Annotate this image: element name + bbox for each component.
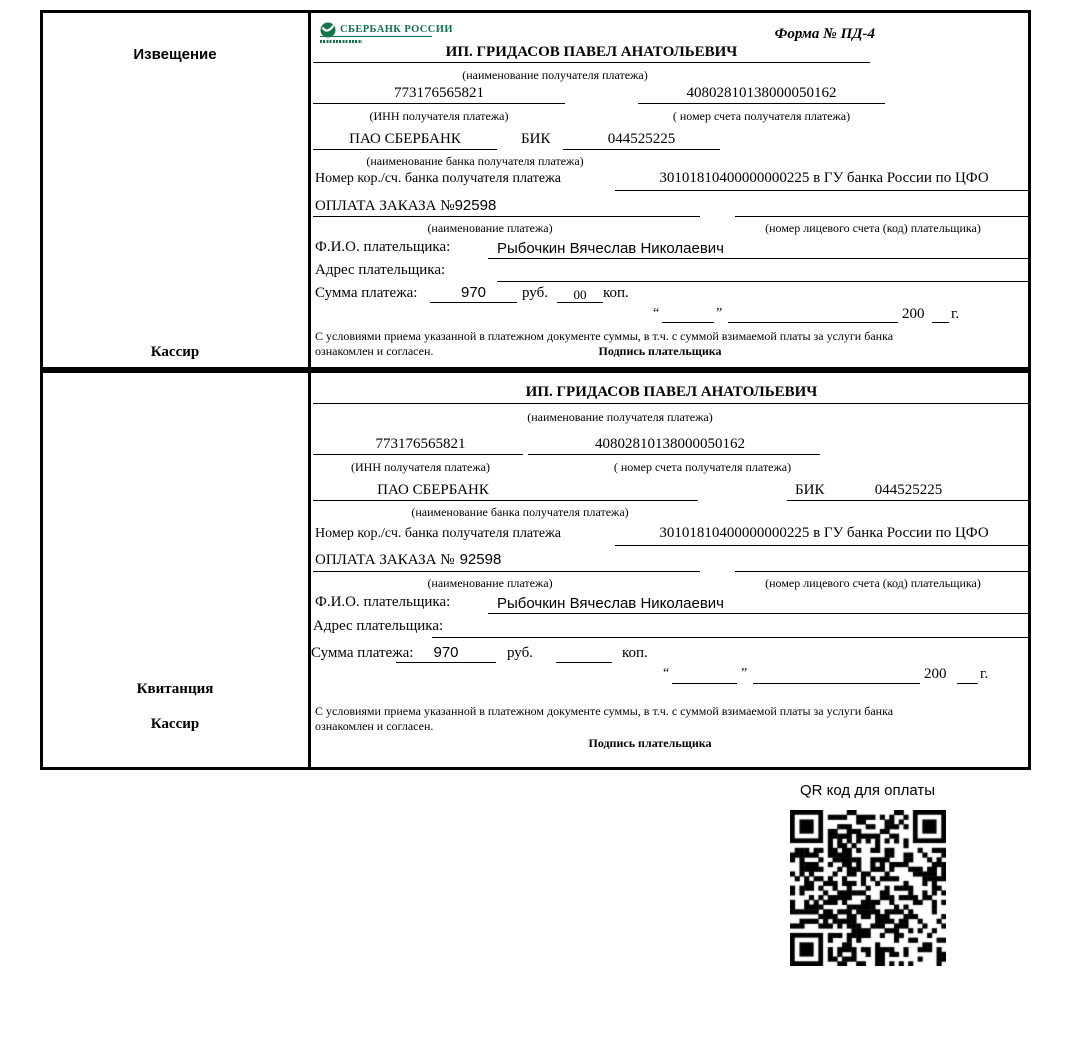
slip2-divider [308,370,311,770]
amount-kop-underline [556,662,612,663]
payment-underline [313,216,700,217]
bank-caption: (наименование банка получателя платежа) [411,505,629,519]
bank-name-value: ПАО СБЕРБАНК [377,482,489,498]
amount-rub-underline [396,662,496,663]
bik-underline [787,500,1030,501]
amount-kop-underline [557,302,603,303]
amount-rub-underline [430,302,517,303]
account-caption: ( номер счета получателя платежа) [672,109,851,123]
rub-label: руб. [522,285,548,301]
payment-caption: (наименование платежа) [427,576,553,590]
kop-label: коп. [622,645,648,661]
date-year-underline [932,322,949,323]
corr-label: Номер кор./сч. банка получателя платежа [315,526,561,541]
bik-label: БИК [795,482,825,498]
bank-underline [313,149,497,150]
inn-caption: (ИНН получателя платежа) [351,460,490,474]
fio-underline [488,613,1030,614]
personal-underline [735,571,1030,572]
address-label: Адрес плательщика: [313,618,444,634]
recipient-name: ИП. ГРИДАСОВ ПАВЕЛ АНАТОЛЬЕВИЧ [525,384,818,400]
year-suffix: г. [951,306,960,322]
recipient-underline [313,403,1030,404]
amount-label: Сумма платежа: [315,285,418,301]
recipient-underline [313,62,870,63]
bik-label: БИК [521,131,551,147]
logo-tagline [320,40,362,43]
payment-purpose [315,197,496,215]
order-prefix: ОПЛАТА ЗАКАЗА № [315,198,455,214]
slip1-cashier-label: Кассир [150,344,200,360]
payer-name: Рыбочкин Вячеслав Николаевич [497,240,724,257]
agreement-line1: С условиями приема указанной в платежном документе суммы, в т.ч. с суммой взимаемой платы за услуги банка [315,704,894,718]
corr-label: Номер кор./сч. банка получателя платежа [315,171,561,186]
account-caption: ( номер счета получателя платежа) [613,460,792,474]
corr-underline [615,545,1030,546]
fio-label: Ф.И.О. плательщика: [315,594,451,610]
fio-label: Ф.И.О. плательщика: [315,239,451,255]
quote-close: ” [716,306,723,321]
date-day-underline [662,322,714,323]
kop-label: коп. [603,285,629,301]
payment-caption: (наименование платежа) [427,221,553,235]
corr-underline [615,190,1030,191]
account-underline [528,454,820,455]
order-number: 92598 [454,197,497,214]
bank-name-value: ПАО СБЕРБАНК [349,131,461,147]
inn-underline [313,103,565,104]
account-underline [638,103,885,104]
address-underline [497,281,1030,282]
date-day-underline [672,683,737,684]
payment-underline [313,571,700,572]
slip1-divider [308,10,311,370]
slip1-side-title: Извещение [133,46,217,63]
recipient-name: ИП. ГРИДАСОВ ПАВЕЛ АНАТОЛЬЕВИЧ [445,44,738,60]
date-month-underline [753,683,920,684]
quote-open: “ [653,306,660,321]
amount-rub-value: 970 [433,644,459,661]
corr-value: 30101810400000000225 в ГУ банка России по ЦФО [659,525,989,541]
personal-caption: (номер лицевого счета (код) плательщика) [765,576,981,590]
recipient-caption: (наименование получателя платежа) [527,410,713,424]
bik-value: 044525225 [607,131,676,147]
date-year-underline [957,683,978,684]
year-prefix: 200 [924,666,947,682]
order-prefix: ОПЛАТА ЗАКАЗА № [315,552,455,568]
bank-caption: (наименование банка получателя платежа) [366,154,584,168]
slip2-cashier-label: Кассир [150,716,200,732]
slip2-side-title: Квитанция [136,681,214,697]
qr-code [790,810,946,966]
fio-underline [488,258,1030,259]
payment-purpose [315,551,501,569]
amount-kop-value: 00 [573,287,587,302]
inn-caption: (ИНН получателя платежа) [369,109,509,123]
bank-underline [313,500,698,501]
year-suffix: г. [980,666,989,682]
amount-label: Сумма платежа: [311,645,414,661]
bik-underline [563,149,720,150]
address-label: Адрес плательщика: [315,262,446,278]
signature-label: Подпись плательщика [588,736,712,750]
address-underline [432,637,1030,638]
inn-underline [313,454,523,455]
year-prefix: 200 [902,306,925,322]
quote-open: “ [663,666,670,681]
corr-value: 30101810400000000225 в ГУ банка России по ЦФО [659,170,989,186]
bik-value: 044525225 [874,482,943,498]
account-value: 40802810138000050162 [595,436,745,452]
quote-close: ” [741,666,748,681]
recipient-caption: (наименование получателя платежа) [462,68,648,82]
agreement-line2: ознакомлен и согласен. [315,719,434,733]
form-number-title: Форма № ПД-4 [774,26,875,42]
amount-rub-value: 970 [460,284,487,301]
personal-caption: (номер лицевого счета (код) плательщика) [765,221,981,235]
rub-label: руб. [507,645,533,661]
agreement-line2: ознакомлен и согласен. [315,344,434,358]
qr-caption: QR код для оплаты [799,782,935,799]
payer-name: Рыбочкин Вячеслав Николаевич [497,595,724,612]
account-value: 40802810138000050162 [686,85,837,101]
inn-value: 773176565821 [375,436,466,452]
agreement-line1: С условиями приема указанной в платежном документе суммы, в т.ч. с суммой взимаемой платы за услуги банка [315,329,894,343]
inn-value: 773176565821 [394,85,484,101]
signature-label: Подпись плательщика [598,344,722,358]
logo-underline [320,36,432,37]
order-number: 92598 [459,551,502,568]
date-month-underline [728,322,898,323]
sberbank-logo-text: СБЕРБАНК РОССИИ [340,24,453,35]
personal-underline [735,216,1030,217]
